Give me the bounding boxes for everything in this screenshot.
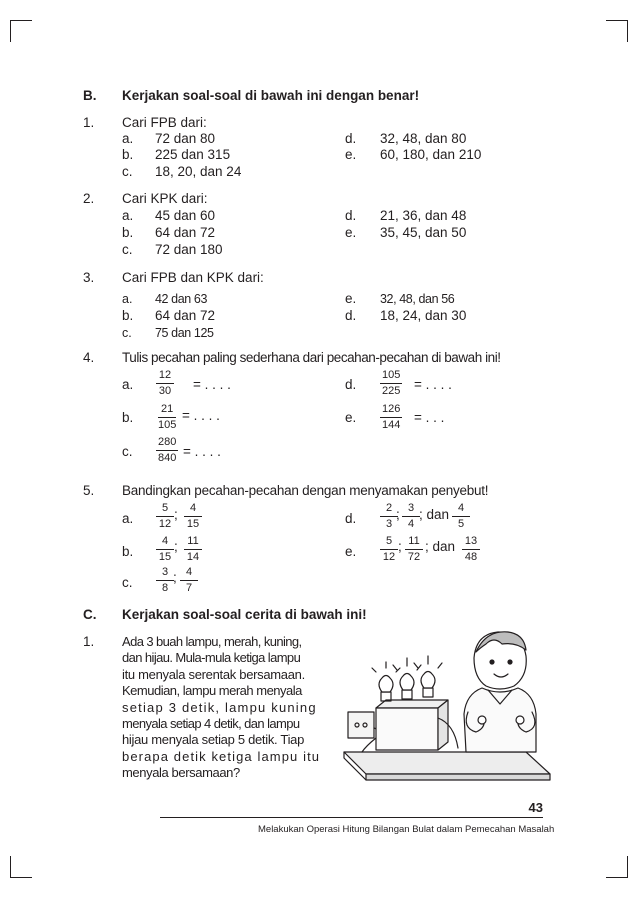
story-line: hijau menyala setiap 5 detik. Tiap (122, 732, 305, 748)
item-label: a. (122, 208, 134, 223)
fraction-numerator: 11 (405, 535, 423, 550)
fraction (184, 502, 202, 531)
fraction (184, 535, 202, 564)
item-label: a. (122, 377, 134, 392)
footer-rule (160, 817, 543, 818)
item-label: a. (122, 292, 133, 306)
fraction (156, 369, 174, 398)
separator: ; dan (419, 507, 450, 522)
fraction (380, 535, 398, 564)
question-number: 1. (83, 115, 95, 130)
fraction-denominator: 72 (407, 551, 421, 563)
section-c-letter: C. (83, 607, 97, 622)
fraction-denominator: 8 (161, 582, 169, 594)
fraction (156, 502, 174, 531)
crop-mark (10, 20, 32, 21)
fraction-denominator: 12 (158, 518, 172, 530)
story-line: Kemudian, lampu merah menyala (122, 683, 302, 699)
item-text: 21, 36, dan 48 (380, 208, 467, 223)
item-label: e. (345, 410, 357, 425)
item-text: 75 dan 125 (155, 326, 214, 340)
fraction-numerator: 280 (156, 436, 178, 451)
fraction-denominator: 30 (158, 385, 172, 397)
fraction-denominator: 7 (185, 582, 193, 594)
blank-answer: = . . . . (183, 444, 221, 459)
fraction (380, 403, 402, 432)
separator: ; (173, 570, 177, 585)
item-text: 45 dan 60 (155, 208, 216, 223)
fraction (380, 369, 402, 398)
fraction-numerator: 2 (380, 502, 398, 517)
fraction-numerator: 3 (156, 566, 174, 581)
fraction (462, 535, 480, 564)
fraction-denominator: 12 (382, 551, 396, 563)
section-b-letter: B. (83, 88, 97, 103)
item-label: d. (345, 308, 357, 323)
fraction (156, 403, 178, 432)
fraction-numerator: 4 (184, 502, 202, 517)
section-c-title: Kerjakan soal-soal cerita di bawah ini! (122, 607, 367, 622)
story-line: menyala setiap 4 detik, dan lampu (122, 716, 300, 732)
item-label: e. (345, 147, 357, 162)
item-label: c. (122, 326, 132, 340)
question-number: 5. (83, 483, 95, 498)
item-text: 35, 45, dan 50 (380, 225, 467, 240)
item-label: b. (122, 410, 134, 425)
story-line: menyala bersamaan? (122, 765, 240, 781)
crop-mark (627, 856, 628, 878)
question-number: 2. (83, 191, 95, 206)
section-b-title: Kerjakan soal-soal di bawah ini dengan benar! (122, 88, 420, 103)
boy-with-lamps-illustration (336, 628, 558, 798)
fraction-numerator: 4 (452, 502, 470, 517)
item-label: b. (122, 225, 134, 240)
story-line: Ada 3 buah lampu, merah, kuning, (122, 634, 302, 649)
fraction-numerator: 21 (158, 403, 176, 418)
fraction-numerator: 4 (180, 566, 198, 581)
fraction-numerator: 3 (402, 502, 420, 517)
fraction-denominator: 14 (186, 551, 200, 563)
fraction (452, 502, 470, 531)
fraction-numerator: 4 (156, 535, 174, 550)
fraction (402, 502, 420, 531)
item-label: d. (345, 377, 357, 392)
separator: ; (174, 539, 178, 554)
crop-mark (10, 877, 32, 878)
fraction-denominator: 840 (158, 452, 177, 464)
item-label: b. (122, 308, 134, 323)
item-label: c. (122, 444, 133, 459)
question-number: 3. (83, 270, 95, 285)
fraction-denominator: 3 (385, 518, 393, 530)
blank-answer: = . . . (414, 410, 445, 425)
separator: ; (174, 507, 178, 522)
fraction-numerator: 5 (380, 535, 398, 550)
question-text: Cari FPB dari: (122, 115, 207, 130)
item-text: 64 dan 72 (155, 308, 216, 323)
crop-mark (606, 20, 628, 21)
item-text: 18, 24, dan 30 (380, 308, 467, 323)
page-number: 43 (528, 800, 543, 815)
fraction-denominator: 4 (407, 518, 415, 530)
question-number: 1. (83, 634, 95, 649)
fraction (405, 535, 423, 564)
item-text: 42 dan 63 (155, 292, 208, 306)
fraction (180, 566, 198, 595)
item-label: d. (345, 208, 357, 223)
question-number: 4. (83, 350, 95, 365)
fraction-numerator: 13 (462, 535, 480, 550)
fraction-denominator: 105 (158, 419, 177, 431)
item-label: c. (122, 575, 133, 590)
story-line: setiap 3 detik, lampu kuning (122, 699, 317, 715)
item-label: a. (122, 131, 134, 146)
separator: ; dan (425, 539, 456, 554)
item-label: a. (122, 511, 134, 526)
fraction (156, 436, 178, 465)
fraction-numerator: 11 (184, 535, 202, 550)
item-label: e. (345, 225, 357, 240)
crop-mark (627, 20, 628, 42)
item-text: 72 dan 80 (155, 131, 216, 146)
crop-mark (606, 877, 628, 878)
item-label: c. (122, 164, 133, 179)
fraction-numerator: 105 (380, 369, 402, 384)
item-label: e. (345, 544, 357, 559)
story-line: berapa detik ketiga lampu itu (122, 748, 321, 764)
fraction-denominator: 15 (186, 518, 200, 530)
fraction-denominator: 144 (382, 419, 401, 431)
item-label: b. (122, 147, 134, 162)
crop-mark (10, 856, 11, 878)
fraction-numerator: 5 (156, 502, 174, 517)
question-text: Cari FPB dan KPK dari: (122, 270, 264, 285)
separator: ; (396, 507, 400, 522)
item-label: e. (345, 291, 357, 306)
fraction-numerator: 12 (156, 369, 174, 384)
item-label: d. (345, 511, 357, 526)
item-text: 18, 20, dan 24 (155, 164, 242, 179)
blank-answer: = . . . . (193, 377, 231, 392)
fraction-numerator: 126 (380, 403, 402, 418)
blank-answer: = . . . . (414, 377, 452, 392)
fraction-denominator: 15 (158, 551, 172, 563)
fraction (156, 535, 174, 564)
item-label: d. (345, 131, 357, 146)
question-text: Cari KPK dari: (122, 191, 208, 206)
item-text: 64 dan 72 (155, 225, 216, 240)
item-label: c. (122, 242, 133, 257)
item-text: 32, 48, dan 80 (380, 131, 467, 146)
story-line: itu menyala serentak bersamaan. (122, 666, 305, 682)
fraction (156, 566, 174, 595)
item-text: 32, 48, dan 56 (380, 292, 455, 306)
item-text: 72 dan 180 (155, 242, 223, 257)
item-label: b. (122, 544, 134, 559)
separator: ; (398, 539, 402, 554)
item-text: 225 dan 315 (155, 147, 231, 162)
fraction-denominator: 5 (457, 518, 465, 530)
story-line: dan hijau. Mula-mula ketiga lampu (122, 650, 301, 666)
fraction-denominator: 48 (464, 551, 478, 563)
item-text: 60, 180, dan 210 (380, 147, 482, 162)
running-footer: Melakukan Operasi Hitung Bilangan Bulat dalam Pemecahan Masalah (258, 824, 555, 835)
story-problem (122, 634, 336, 782)
question-text: Bandingkan pecahan-pecahan dengan menyamakan penyebut! (122, 483, 489, 498)
crop-mark (10, 20, 11, 42)
blank-answer: = . . . . (182, 408, 220, 423)
question-text: Tulis pecahan paling sederhana dari pecahan-pecahan di bawah ini! (122, 350, 501, 365)
fraction-denominator: 225 (382, 385, 401, 397)
